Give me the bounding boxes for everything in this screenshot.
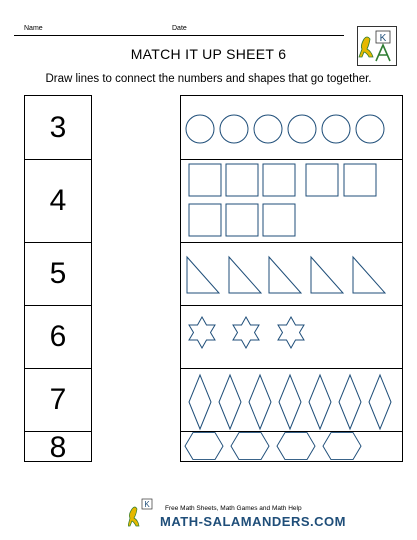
triangle-shape: [311, 257, 343, 293]
number-column: [24, 95, 92, 462]
triangle-shape: [353, 257, 385, 293]
circle-shape: [322, 115, 350, 143]
footer-logo: [128, 497, 158, 535]
triangle-shape: [187, 257, 219, 293]
square-shape: [189, 204, 221, 236]
svg-text:K: K: [144, 500, 150, 509]
square-shape: [226, 164, 258, 196]
hexagon-shape: [323, 433, 361, 460]
triangles-group: [181, 243, 402, 306]
diamond-shape: [189, 375, 211, 429]
circle-shape: [254, 115, 282, 143]
triangle-shape: [269, 257, 301, 293]
shape-cell-circles[interactable]: [181, 96, 402, 159]
hexagons-group: [181, 432, 402, 464]
star-shape: [278, 317, 304, 348]
svg-text:K: K: [379, 33, 387, 44]
number-cell[interactable]: 8: [25, 431, 91, 463]
footer-site[interactable]: MATH-SALAMANDERS.COM: [160, 514, 346, 529]
number-cell[interactable]: 5: [25, 242, 91, 305]
diamond-shape: [309, 375, 331, 429]
page-title: MATCH IT UP SHEET 6: [130, 46, 287, 62]
salamander-footer-icon: [128, 497, 158, 535]
header-rule: [14, 35, 344, 36]
diamond-shape: [219, 375, 241, 429]
hexagon-shape: [185, 433, 223, 460]
shape-cell-diamonds[interactable]: [181, 368, 402, 431]
number-cell[interactable]: 3: [49, 110, 67, 144]
circle-shape: [220, 115, 248, 143]
square-shape: [189, 164, 221, 196]
diamond-shape: [369, 375, 391, 429]
square-shape: [306, 164, 338, 196]
diamonds-group: [181, 369, 402, 432]
footer-tagline: Free Math Sheets, Math Games and Math Help: [165, 505, 302, 512]
triangle-shape: [229, 257, 261, 293]
square-shape: [263, 204, 295, 236]
square-shape: [226, 204, 258, 236]
diamond-shape: [249, 375, 271, 429]
square-shape: [344, 164, 376, 196]
diamond-shape: [279, 375, 301, 429]
star-shape: [233, 317, 259, 348]
shape-cell-squares[interactable]: [181, 159, 402, 242]
number-cell[interactable]: 4: [25, 159, 91, 242]
name-label: Name: [24, 25, 43, 32]
circle-shape: [356, 115, 384, 143]
hexagon-shape: [231, 433, 269, 460]
square-shape: [263, 164, 295, 196]
circles-group: [181, 96, 402, 159]
circle-shape: [288, 115, 316, 143]
diamond-shape: [339, 375, 361, 429]
number-cell[interactable]: 7: [25, 368, 91, 431]
squares-group: [181, 160, 402, 243]
number-cell[interactable]: 6: [25, 305, 91, 368]
shape-cell-stars[interactable]: [181, 305, 402, 368]
shape-cell-triangles[interactable]: [181, 242, 402, 305]
circle-shape: [186, 115, 214, 143]
shape-cell-hexagons[interactable]: [181, 431, 402, 463]
star-shape: [189, 317, 215, 348]
instructions: Draw lines to connect the numbers and shapes that go together.: [45, 73, 372, 85]
stars-group: [181, 306, 402, 369]
shape-column: [180, 95, 403, 462]
hexagon-shape: [277, 433, 315, 460]
date-label: Date: [172, 25, 187, 32]
